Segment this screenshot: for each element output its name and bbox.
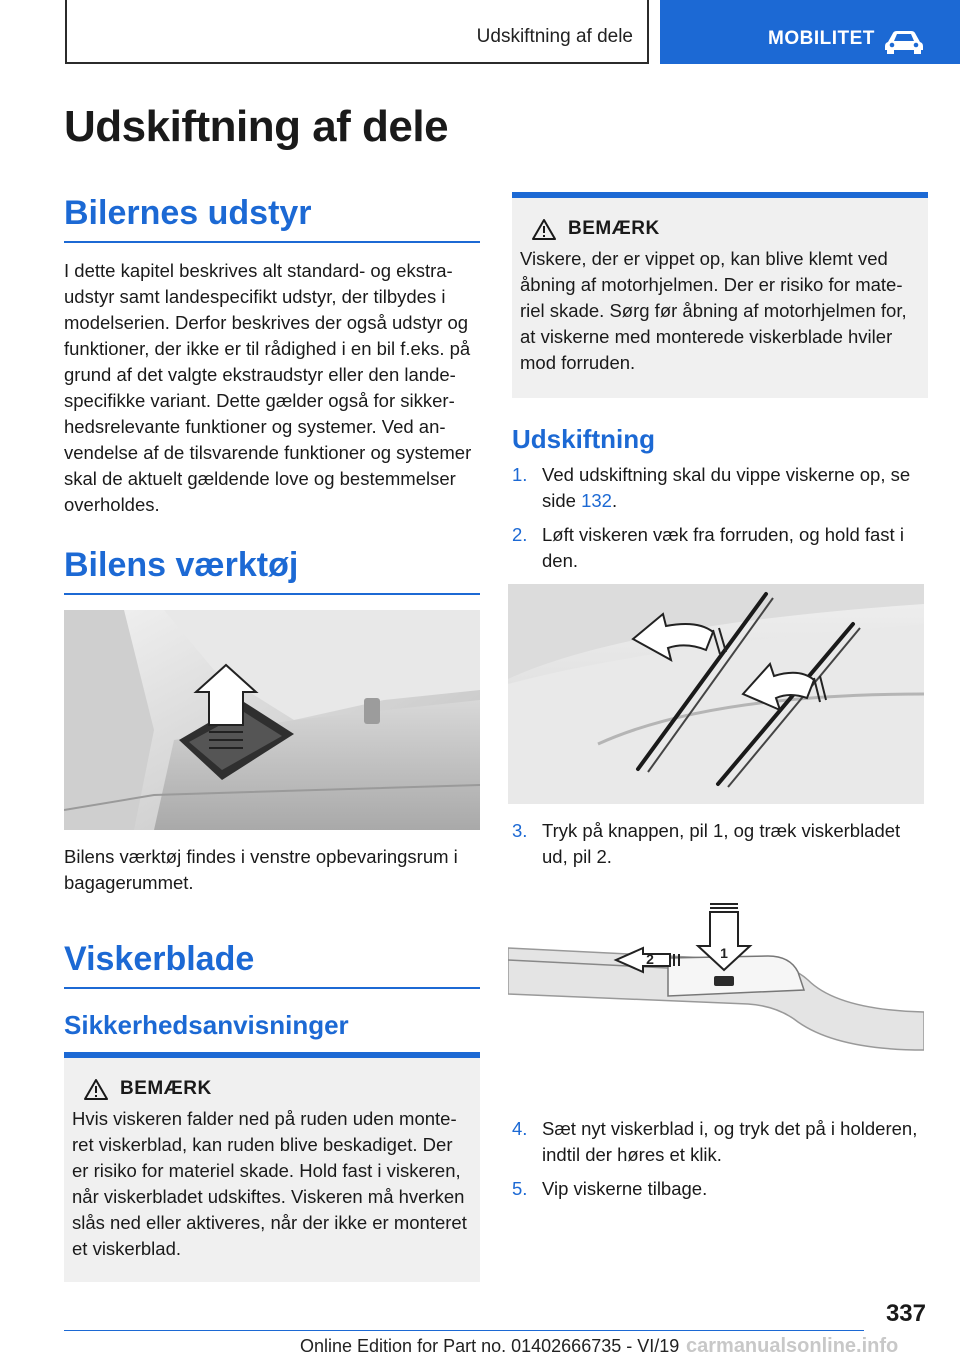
step-text: Vip viskerne tilbage. (542, 1178, 708, 1199)
notice-label: BEMÆRK (120, 1078, 212, 1099)
page-title: Udskiftning af dele (64, 102, 449, 151)
page-number: 337 (885, 1300, 926, 1327)
heading-toolkit: Bilens værktøj (64, 546, 480, 595)
wiper-lift-figure (508, 584, 924, 804)
footer-divider (64, 1330, 864, 1331)
notice-header (532, 218, 920, 240)
heading-wipers: Viskerblade (64, 940, 480, 989)
step-number: 2. (512, 524, 528, 545)
step-item (512, 1116, 928, 1168)
wiper-release-figure (508, 900, 924, 1076)
trunk-storage-illustration (64, 610, 480, 830)
step-item (512, 818, 928, 870)
steps-list-c (512, 1116, 928, 1210)
toolkit-caption: Bilens værktøj findes i venstre opbevaringsrum i bagagerummet. (64, 846, 458, 893)
chapter-label: MOBILITET (768, 28, 875, 49)
heading-replacement: Udskiftning (512, 424, 655, 454)
toolkit-figure (64, 610, 480, 830)
footer-watermark: carmanualsonline.info (686, 1335, 899, 1357)
step-item (512, 522, 928, 574)
heading-equipment: Bilernes udstyr (64, 194, 480, 243)
step-item (512, 462, 928, 514)
car-icon (882, 28, 926, 54)
notice-label: BEMÆRK (568, 218, 660, 239)
steps-list-a (512, 462, 928, 582)
page-link[interactable]: 132 (581, 490, 612, 511)
equipment-paragraph: I dette kapitel beskrives alt standard- og ekstraudstyr samt landespecifikt udstyr, der tilbydes i modelserien. Derfor beskrives der også udstyr og funktioner, der ikke er til rådighed i en bil f.eks. på grund af det valgte ekstraudstyr eller den landespecifikke variant. Dette gælder også for sikkerhedsrelevante funktioner og systemer. Ved anvendelse af de tilsvarende funktioner og systemer skal de aktuelt gældende love og bestemmelser overholdes. (64, 260, 472, 515)
step-number: 3. (512, 820, 528, 841)
header-section-title: Udskiftning af dele (476, 26, 633, 47)
footer-edition: Online Edition for Part no. 01402666735 - VI/19 (300, 1336, 680, 1356)
notice-text: Viskere, der er vippet op, kan blive klemt ved åbning af motorhjelmen. Der er risiko for materiel skade. Sørg før åbning af motorhjelmen for, at viskerne med monterede viskerblade hviler mod forruden. (520, 248, 907, 373)
notice-header (84, 1078, 472, 1100)
warning-icon (84, 1078, 108, 1100)
step-text: Ved udskiftning skal du vippe viskerne op, se side 132. (542, 464, 911, 511)
step-text: Løft viskeren væk fra forruden, og hold fast i den. (542, 524, 904, 571)
notice-text: Hvis viskeren falder ned på ruden uden monteret viskerblad, kan ruden blive beskadiget. Der er risiko for materiel skade. Hold fast i viskeren, når viskerbladet udskiftes. Viskeren må hverken slås ned eller aktiveres, når der ikke er monteret et viskerblad. (72, 1108, 467, 1259)
header-bar (65, 0, 649, 64)
step-number: 4. (512, 1118, 528, 1139)
figure-label-1: 1 (720, 945, 728, 961)
steps-list-b (512, 818, 928, 878)
step-number: 1. (512, 464, 528, 485)
step-text: Tryk på knappen, pil 1, og træk viskerbladet ud, pil 2. (542, 820, 901, 867)
notice-box-left (64, 1052, 480, 1282)
step-text: Sæt nyt viskerblad i, og tryk det på i holderen, indtil der høres et klik. (542, 1118, 918, 1165)
wiper-release-illustration (508, 900, 924, 1076)
step-item (512, 1176, 928, 1202)
subheading-safety: Sikkerhedsanvisninger (64, 1010, 349, 1040)
chapter-chip (660, 0, 960, 64)
notice-box-right (512, 192, 928, 398)
warning-icon (532, 218, 556, 240)
figure-label-2: 2 (646, 951, 654, 967)
step-number: 5. (512, 1178, 528, 1199)
wiper-lift-illustration (508, 584, 924, 804)
